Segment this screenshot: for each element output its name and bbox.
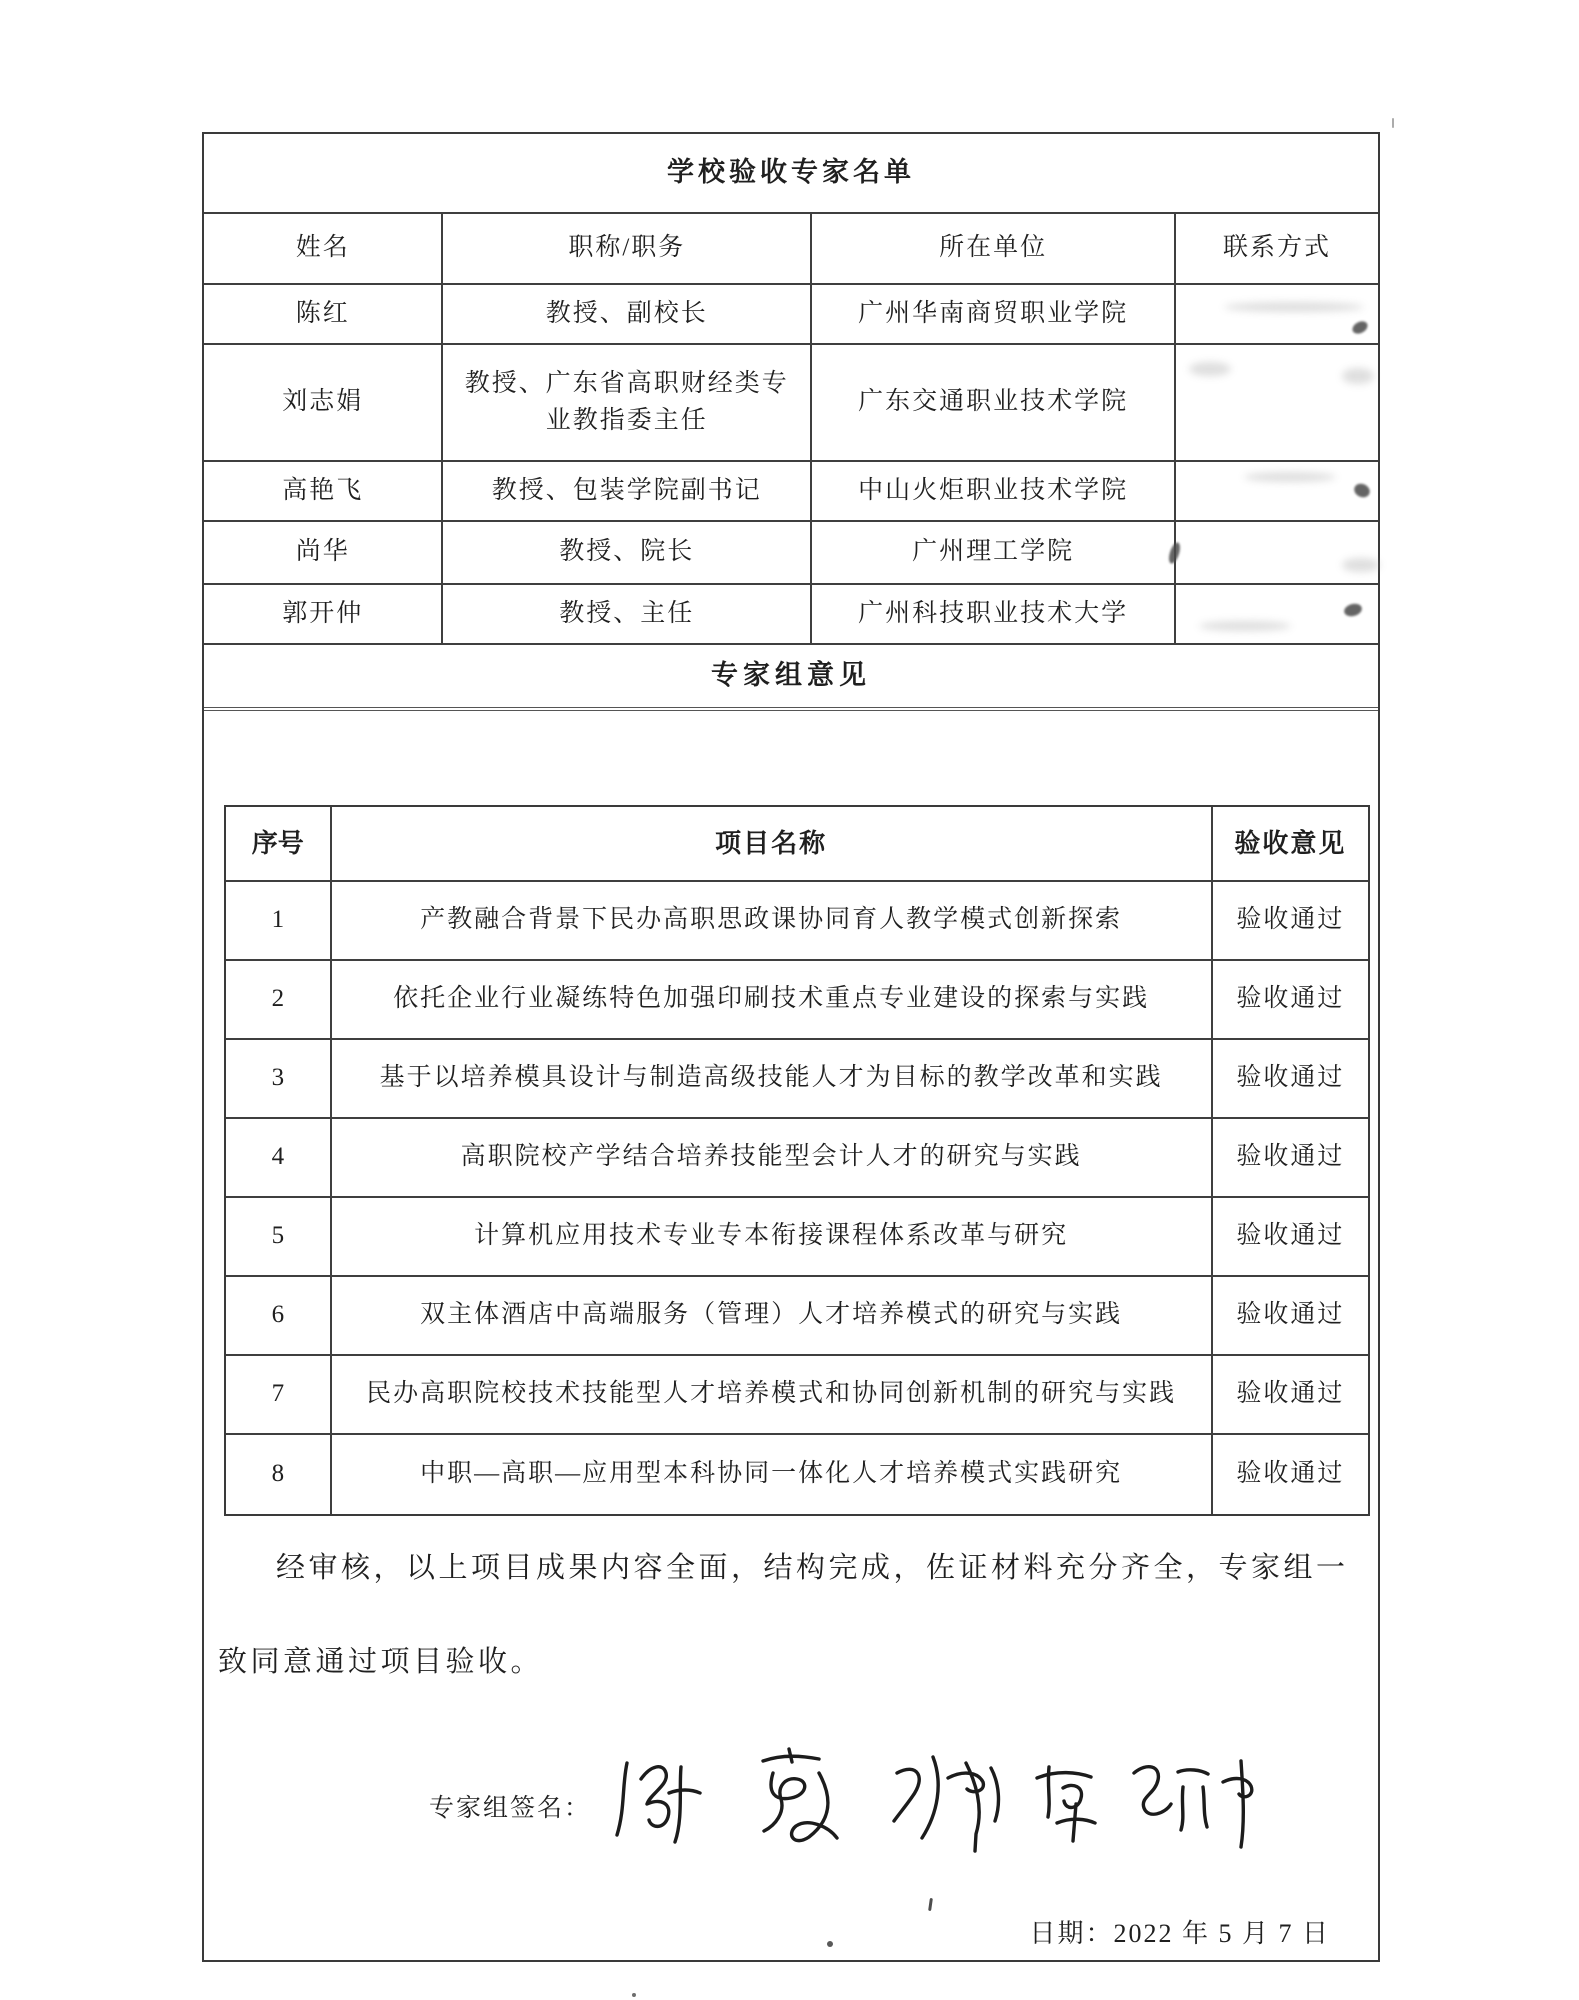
project-no-cell: 5	[226, 1198, 332, 1275]
project-row	[226, 1356, 1368, 1435]
expert-name-cell: 郭开仲	[204, 585, 443, 643]
expert-org-cell: 广州华南商贸职业学院	[812, 285, 1176, 343]
project-opinion-cell: 验收通过	[1236, 1222, 1345, 1250]
project-name-cell: 产教融合背景下民办高职思政课协同育人教学模式创新探索	[332, 882, 1213, 959]
opinion-section-row	[204, 645, 1378, 711]
project-no-cell: 1	[226, 882, 332, 959]
handwritten-signatures	[605, 1741, 1265, 1871]
project-name-cell: 中职—高职—应用型本科协同一体化人才培养模式实践研究	[332, 1435, 1213, 1514]
project-row	[226, 1435, 1368, 1514]
experts-header-row	[204, 214, 1378, 285]
project-no-cell: 2	[226, 961, 332, 1038]
project-opinion-cell: 验收通过	[1236, 1460, 1345, 1488]
project-opinion-cell: 验收通过	[1236, 906, 1345, 934]
project-name-cell: 基于以培养模具设计与制造高级技能人才为目标的教学改革和实践	[332, 1040, 1213, 1117]
form-title-row	[204, 134, 1378, 214]
project-row	[226, 1119, 1368, 1198]
expert-org-cell: 广州理工学院	[812, 522, 1176, 583]
expert-title-cell: 教授、副校长	[443, 285, 812, 343]
project-no-cell: 8	[226, 1435, 332, 1514]
review-paragraph: 经审核，以上项目成果内容全面，结构完成，佐证材料充分齐全，专家组一致同意通过项目验收。	[218, 1552, 1349, 1678]
expert-title-cell: 教授、广东省高职财经类专业教指委主任	[443, 345, 812, 460]
expert-title-cell: 教授、包装学院副书记	[443, 462, 812, 520]
expert-row	[204, 345, 1378, 462]
opinion-section-title: 专家组意见	[711, 660, 871, 691]
expert-org-cell: 广州科技职业技术大学	[812, 585, 1176, 643]
expert-org-cell: 广东交通职业技术学院	[812, 345, 1176, 460]
project-no-cell: 6	[226, 1277, 332, 1354]
signature-label: 专家组签名：	[429, 1795, 592, 1822]
opinion-content-cell	[204, 711, 1378, 1956]
date-text: 日期：2022 年 5 月 7 日	[1029, 1919, 1330, 1948]
expert-title-cell: 教授、院长	[443, 522, 812, 583]
signature-row	[429, 1741, 1265, 1871]
handwritten-signature	[617, 1763, 700, 1842]
expert-name-cell: 尚华	[204, 522, 443, 583]
projects-header-opinion: 验收意见	[1234, 828, 1347, 858]
experts-header-org: 所在单位	[812, 214, 1176, 283]
scan-speck	[1392, 118, 1394, 128]
expert-name-cell: 刘志娟	[204, 345, 443, 460]
acceptance-form-table	[202, 132, 1380, 1962]
project-row	[226, 1040, 1368, 1119]
experts-header-contact: 联系方式	[1223, 234, 1332, 262]
expert-row	[204, 585, 1378, 645]
project-name-cell: 高职院校产学结合培养技能型会计人才的研究与实践	[332, 1119, 1213, 1196]
expert-org-cell: 中山火炬职业技术学院	[812, 462, 1176, 520]
expert-row	[204, 462, 1378, 522]
expert-row	[204, 522, 1378, 585]
project-row	[226, 882, 1368, 961]
project-opinion-cell: 验收通过	[1236, 1301, 1345, 1329]
handwritten-signature	[894, 1757, 998, 1851]
project-opinion-cell: 验收通过	[1236, 1380, 1345, 1408]
scan-speck	[827, 1941, 833, 1947]
projects-table	[224, 805, 1370, 1516]
project-name-cell: 计算机应用技术专业专本衔接课程体系改革与研究	[332, 1198, 1213, 1275]
experts-header-title: 职称/职务	[443, 214, 812, 283]
project-name-cell: 双主体酒店中高端服务（管理）人才培养模式的研究与实践	[332, 1277, 1213, 1354]
expert-contact-cell	[1176, 345, 1378, 460]
expert-row	[204, 285, 1378, 345]
form-title: 学校验收专家名单	[667, 157, 915, 188]
expert-contact-cell	[1176, 585, 1378, 643]
expert-contact-cell	[1176, 462, 1378, 520]
expert-title-cell: 教授、主任	[443, 585, 812, 643]
projects-header-name: 项目名称	[332, 807, 1213, 880]
project-no-cell: 7	[226, 1356, 332, 1433]
expert-contact-cell	[1176, 285, 1378, 343]
projects-header-no: 序号	[226, 807, 332, 880]
project-opinion-cell: 验收通过	[1236, 1064, 1345, 1092]
project-no-cell: 4	[226, 1119, 332, 1196]
experts-header-name: 姓名	[204, 214, 443, 283]
expert-contact-cell	[1176, 522, 1378, 583]
project-opinion-cell: 验收通过	[1236, 1143, 1345, 1171]
project-row	[226, 1198, 1368, 1277]
project-opinion-cell: 验收通过	[1236, 985, 1345, 1013]
project-name-cell: 依托企业行业凝练特色加强印刷技术重点专业建设的探索与实践	[332, 961, 1213, 1038]
project-row	[226, 961, 1368, 1040]
scan-speck	[632, 1993, 636, 1997]
handwritten-signature	[1134, 1761, 1252, 1847]
handwritten-signature	[763, 1749, 837, 1841]
project-name-cell: 民办高职院校技术技能型人才培养模式和协同创新机制的研究与实践	[332, 1356, 1213, 1433]
project-row	[226, 1277, 1368, 1356]
projects-header-row	[226, 807, 1368, 882]
expert-name-cell: 陈红	[204, 285, 443, 343]
handwritten-signature	[1037, 1767, 1095, 1841]
project-no-cell: 3	[226, 1040, 332, 1117]
expert-name-cell: 高艳飞	[204, 462, 443, 520]
